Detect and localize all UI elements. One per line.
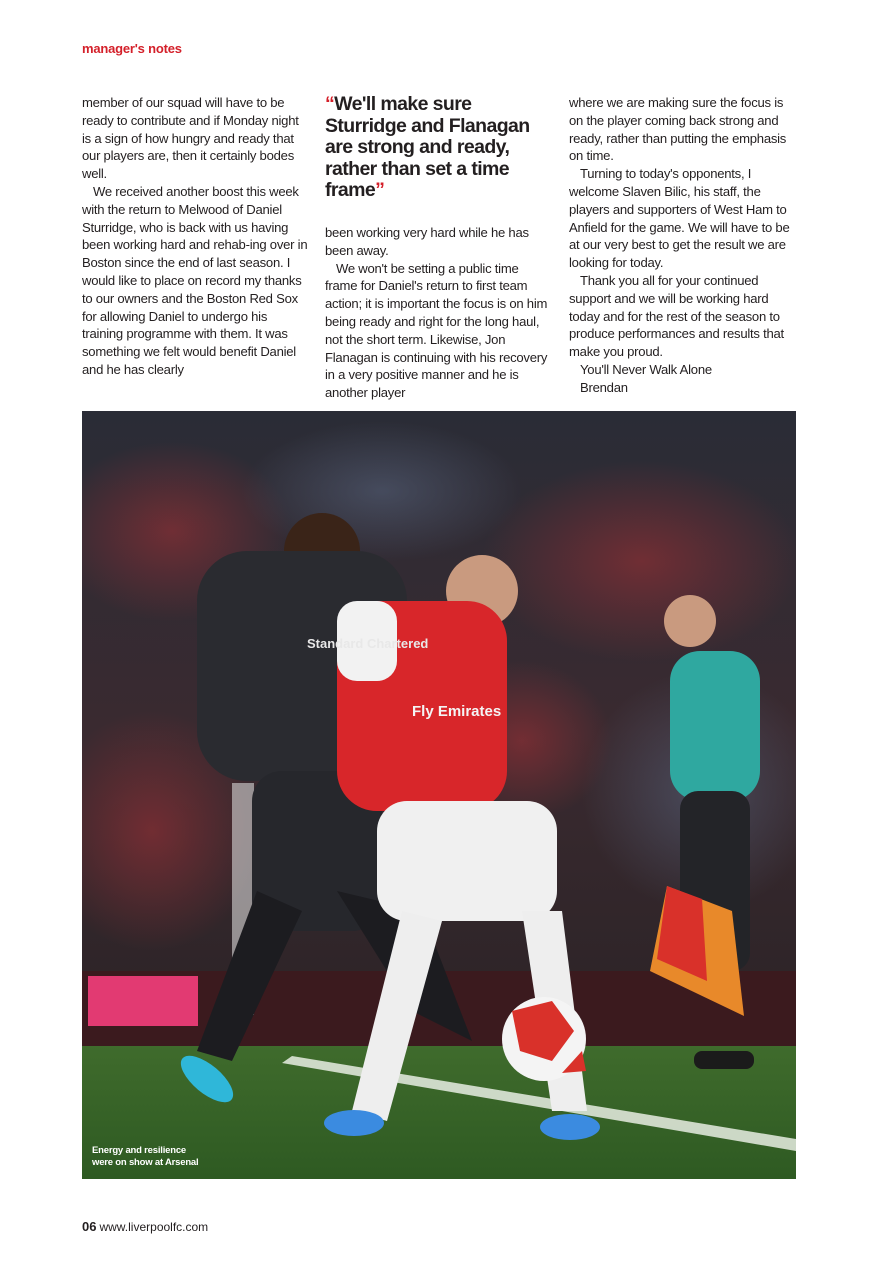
body-paragraph: We received another boost this week with the return to Melwood of Daniel Sturridge, who is back with us having been working hard and rehab-ing over in Boston since the end of last season. I would like to place on record my thanks to our owners and the Boston Red Sox for allowing Daniel to undergo his training programme with them. It was something we felt would benefit Daniel and he has clearly (82, 183, 308, 377)
column-2 (325, 94, 553, 402)
page-footer (82, 1219, 208, 1234)
caption-line: Energy and resilience (92, 1145, 187, 1156)
body-paragraph: Thank you all for your continued support and we will be working hard today and for the rest of the season to produce performances and results that make you proud. (569, 272, 784, 360)
column-1 (82, 94, 310, 379)
body-paragraph: We won't be setting a public time frame for Daniel's return to first team action; it is important the focus is on him being ready and right for the long haul, not the short term. Likewise, Jon Flanagan is continuing with his recovery in a very positive manner and he is another player (325, 260, 548, 401)
website-url: www.liverpoolfc.com (99, 1220, 209, 1234)
photo-caption (92, 1145, 198, 1169)
pull-quote (325, 94, 553, 202)
body-paragraph: member of our squad will have to be ready to contribute and if Monday night is a sign of how hungry and ready that our players are, then it certainly bodes well. (82, 95, 299, 182)
page-number: 06 (82, 1219, 97, 1234)
sign-off-line: You'll Never Walk Alone (580, 361, 712, 377)
section-label: manager's notes (82, 41, 182, 56)
body-paragraph: Turning to today's opponents, I welcome Slaven Bilic, his staff, the players and supporters of West Ham to Anfield for the game. We will have to be at our very best to get the result we are looking for today. (569, 166, 790, 271)
body-paragraph: where we are making sure the focus is on the player coming back strong and ready, rather than putting the emphasis on time. (569, 95, 787, 164)
shirt-sponsor-right: Fly Emirates (412, 703, 502, 720)
quote-mark-close: ” (375, 179, 385, 202)
signature-name: Brendan (580, 379, 628, 395)
pull-quote-text: We'll make sure Sturridge and Flanagan are strong and ready, rather than set a time frame (325, 93, 530, 202)
column-3 (569, 94, 797, 397)
caption-line: were on show at Arsenal (92, 1157, 199, 1168)
shirt-sponsor-left: Standard Chartered (307, 636, 429, 651)
match-photo (82, 411, 796, 1179)
body-paragraph: been working very hard while he has been away. (325, 224, 529, 258)
match-photo-illustration (82, 411, 796, 1179)
quote-mark-open: “ (325, 93, 335, 115)
